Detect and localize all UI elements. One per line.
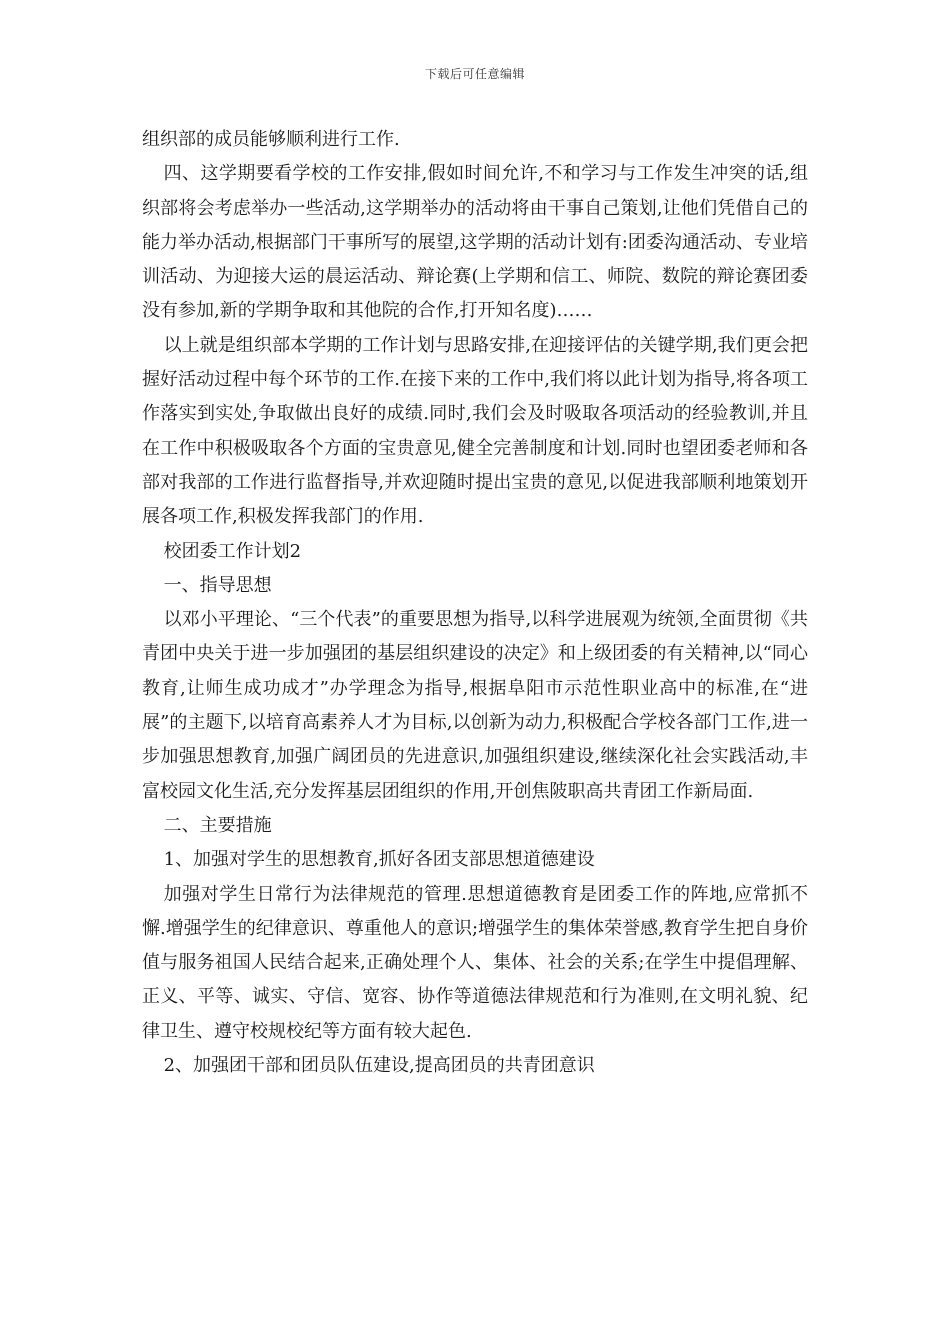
document-body [142,123,808,1083]
section-title: 校团委工作计划2 [163,540,302,562]
subsection-heading: 1、加强对学生的思想教育,抓好各团支部思想道德建设 [163,849,595,871]
section-heading: 一、指导思想 [163,574,272,596]
subsection-heading: 2、加强团干部和团员队伍建设,提高团员的共青团意识 [163,1055,595,1077]
paragraph: 四、这学期要看学校的工作安排,假如时间允许,不和学习与工作发生冲突的话,组织部将会考虑举办一些活动,这学期举办的活动将由干事自己策划,让他们凭借自己的能力举办活动,根据部门干事所写的展望,这学期的活动计划有:团委沟通活动、专业培训活动、为迎接大运的晨运活动、辩论赛(上学期和信工、师院、数院的辩论赛团委没有参加,新的学期争取和其他院的合作,打开知名度)…… [142,163,808,322]
paragraph: 以邓小平理论、“三个代表”的重要思想为指导,以科学进展观为统领,全面贯彻《共青团中央关于进一步加强团的基层组织建设的决定》和上级团委的有关精神,以“同心教育,让师生成功成才”办学理念为指导,根据阜阳市示范性职业高中的标准,在“进展”的主题下,以培育高素养人才为目标,以创新为动力,积极配合学校各部门工作,进一步加强思想教育,加强广阔团员的先进意识,加强组织建设,继续深化社会实践活动,丰富校园文化生活,充分发挥基层团组织的作用,开创焦陂职高共青团工作新局面. [142,609,808,802]
paragraph: 加强对学生日常行为法律规范的管理.思想道德教育是团委工作的阵地,应常抓不懈.增强学生的纪律意识、尊重他人的意识;增强学生的集体荣誉感,教育学生把自身价值与服务祖国人民结合起来,正确处理个人、集体、社会的关系;在学生中提倡理解、正义、平等、诚实、守信、宽容、协作等道德法律规范和行为准则,在文明礼貌、纪律卫生、遵守校规校纪等方面有较大起色. [142,883,808,1042]
section-heading: 二、主要措施 [163,814,272,836]
page-header: 下载后可任意编辑 [424,67,525,81]
paragraph: 以上就是组织部本学期的工作计划与思路安排,在迎接评估的关键学期,我们更会把握好活动过程中每个环节的工作.在接下来的工作中,我们将以此计划为指导,将各项工作落实到实处,争取做出良好的成绩.同时,我们会及时吸取各项活动的经验教训,并且在工作中积极吸取各个方面的宝贵意见,健全完善制度和计划.同时也望团委老师和各部对我部的工作进行监督指导,并欢迎随时提出宝贵的意见,以促进我部顺利地策划开展各项工作,积极发挥我部门的作用. [142,334,808,528]
paragraph: 组织部的成员能够顺利进行工作. [142,129,400,150]
